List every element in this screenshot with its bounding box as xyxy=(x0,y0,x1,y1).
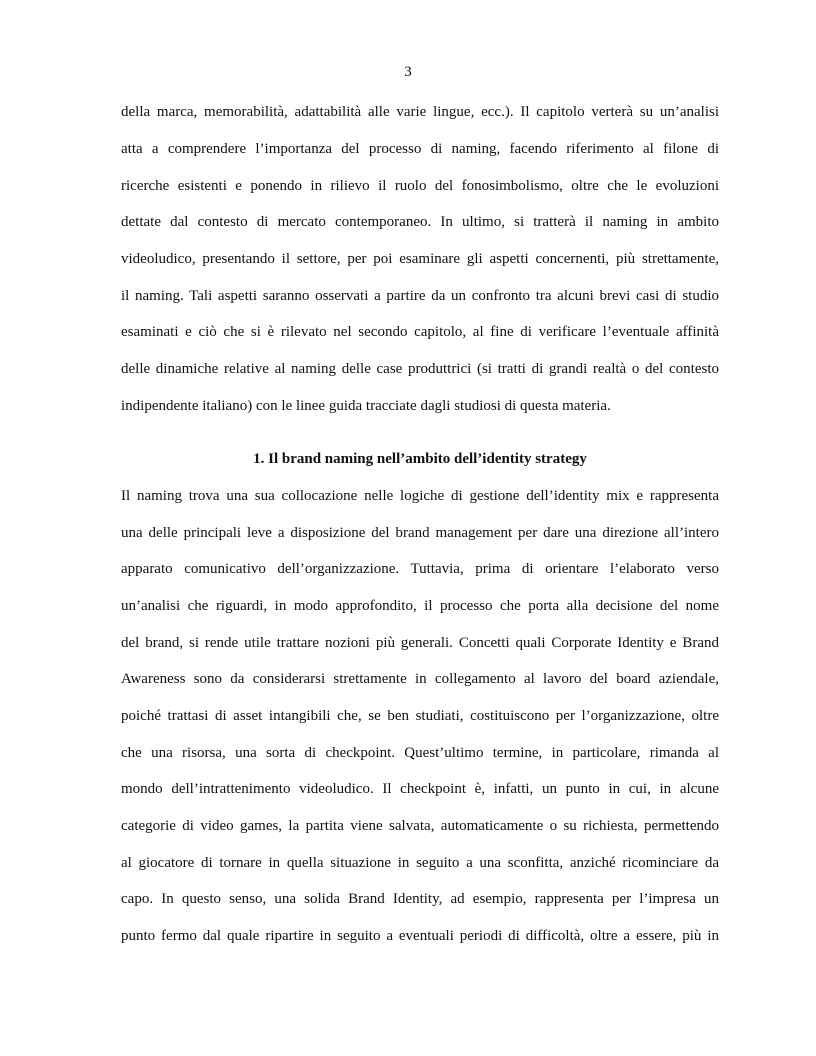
text-line: videoludico, presentando il settore, per poi esaminare gli aspetti concernenti, più strettamente, xyxy=(121,251,719,267)
page-number: 3 xyxy=(404,64,412,80)
text-line: al giocatore di tornare in quella situazione in seguito a una sconfitta, anziché ricominciare da xyxy=(121,855,719,871)
text-line: poiché trattasi di asset intangibili che, se ben studiati, costituiscono per l’organizzazione, oltre xyxy=(121,708,719,724)
text-line: apparato comunicativo dell’organizzazione. Tuttavia, prima di orientare l’elaborato verso xyxy=(121,561,719,577)
text-line: capo. In questo senso, una solida Brand Identity, ad esempio, rappresenta per l’impresa un xyxy=(121,891,719,907)
text-line: esaminati e ciò che si è rilevato nel secondo capitolo, al fine di verificare l’eventuale affinità xyxy=(121,324,719,340)
text-line: Il naming trova una sua collocazione nelle logiche di gestione dell’identity mix e rappresenta xyxy=(121,488,719,504)
text-line: della marca, memorabilità, adattabilità alle varie lingue, ecc.). Il capitolo verterà su un’analisi xyxy=(121,104,719,120)
text-line: categorie di video games, la partita viene salvata, automaticamente o su richiesta, permettendo xyxy=(121,818,719,834)
text-line: un’analisi che riguardi, in modo approfondito, il processo che porta alla decisione del nome xyxy=(121,598,719,614)
text-line: ricerche esistenti e ponendo in rilievo il ruolo del fonosimbolismo, oltre che le evoluzioni xyxy=(121,178,719,194)
text-line: mondo dell’intrattenimento videoludico. Il checkpoint è, infatti, un punto in cui, in alcune xyxy=(121,781,719,797)
text-line: delle dinamiche relative al naming delle case produttrici (si tratti di grandi realtà o del contesto xyxy=(121,361,719,377)
text-line: Awareness sono da considerarsi strettamente in collegamento al lavoro del board aziendale, xyxy=(121,671,719,687)
text-line: dettate dal contesto di mercato contemporaneo. In ultimo, si tratterà il naming in ambito xyxy=(121,214,719,230)
text-line: atta a comprendere l’importanza del processo di naming, facendo riferimento al filone di xyxy=(121,141,719,157)
text-line: indipendente italiano) con le linee guida tracciate dagli studiosi di questa materia. xyxy=(121,398,611,414)
text-line: che una risorsa, una sorta di checkpoint. Quest’ultimo termine, in particolare, rimanda al xyxy=(121,745,719,761)
text-line: il naming. Tali aspetti saranno osservati a partire da un confronto tra alcuni brevi casi di studio xyxy=(121,288,719,304)
text-line: del brand, si rende utile trattare nozioni più generali. Concetti quali Corporate Identity e Brand xyxy=(121,635,719,651)
section-heading: 1. Il brand naming nell’ambito dell’identity strategy xyxy=(253,451,587,467)
text-line: una delle principali leve a disposizione del brand management per dare una direzione all’intero xyxy=(121,525,719,541)
text-line: punto fermo dal quale ripartire in seguito a eventuali periodi di difficoltà, oltre a essere, più in xyxy=(121,928,719,944)
